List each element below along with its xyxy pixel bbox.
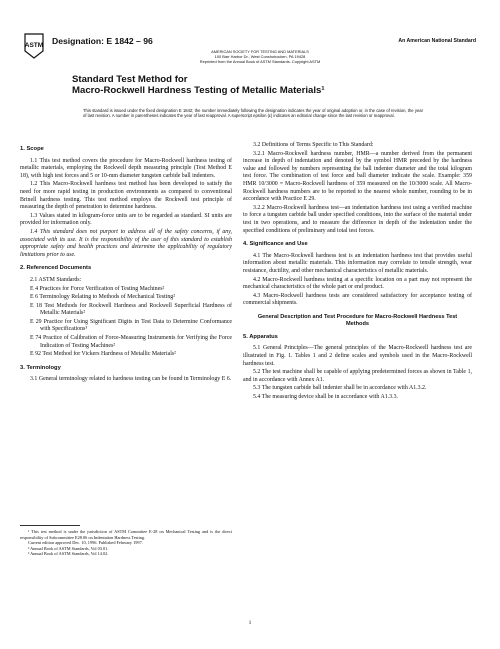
paragraph: 3.2 Definitions of Terms Specific to This Standard: — [253, 142, 374, 148]
publisher-block — [130, 50, 390, 65]
paragraph: 3.1 General terminology related to hardness testing can be found in Terminology E 6. — [30, 376, 232, 383]
publisher-line: Reprinted from the Annual Book of ASTM Standards. Copyright ASTM — [199, 58, 321, 64]
footnotes — [20, 529, 232, 557]
paragraph: 5.2 The test machine shall be capable of applying predetermined forces as shown in Table 1, and in accordance with Annex A1. — [243, 369, 472, 383]
footnote: ² Annual Book of ASTM Standards, Vol 03.01. — [28, 545, 109, 551]
general-description-heading: General Description and Test Procedure for Macro-Rockwell Hardness Test Methods — [257, 313, 458, 327]
footnote: ¹ This test method is under the jurisdiction of ASTM Committee E-28 on Mechanical Testing and is the direct responsibility of Subcommittee E28.06 on Indentation Hardness Testing. — [20, 529, 232, 540]
paragraph: 4.1 The Macro-Rockwell hardness test is an indentation hardness test that provides useful information about metallic materials. This information may correlate to tensile strength, wear resistance, ductility, and other mechanical characteristics of metallic materials. — [243, 252, 472, 274]
paragraph: 2.1 ASTM Standards: — [30, 276, 82, 283]
title-block — [72, 74, 325, 96]
standard-type: An American National Standard — [398, 38, 476, 44]
paragraph: 4.2 Macro-Rockwell hardness testing at a specific location on a part may not represent the mechanical characteristics of the whole part or end product. — [243, 276, 472, 291]
paragraph-safety: 1.4 This standard does not purport to address all of the safety concerns, if any, associated with its use. It is the responsibility of the user of this standard to establish appropriate safety and health practices and determine the applicability of regulatory limitations prior to use. — [20, 228, 232, 258]
paragraph: 3.2.2 Macro-Rockwell hardness test—an indentation hardness test using a verified machine to force a tungsten carbide ball under specified conditions, into the surface of the material under test in two operations, and to measure the difference in depth of the indentation under the specified conditions of preliminary and total test forces. — [243, 204, 472, 234]
section-heading-terminology: 3. Terminology — [20, 364, 61, 371]
footnote: Current edition approved Dec. 10, 1996. Published February 1997. — [28, 540, 143, 546]
reference-item: E 4 Practices for Force Verification of Testing Machines² — [30, 285, 165, 292]
paragraph: 1.1 This test method covers the procedure for Macro-Rockwell hardness testing of metallic materials, employing the Rockwell depth measuring principle (Test Method E 18), with high test forces and 5 or 10-mm diameter tungsten carbide ball indenters. — [20, 157, 232, 179]
svg-text:ASTM: ASTM — [24, 42, 44, 49]
reference-item: E 92 Test Method for Vickers Hardness of Metallic Materials² — [30, 351, 176, 358]
section-heading-scope: 1. Scope — [20, 146, 44, 152]
paragraph: 4.3 Macro-Rockwell hardness tests are considered satisfactory for acceptance testing of commercial shipments. — [243, 292, 472, 307]
publisher-line: 100 Barr Harbor Dr., West Conshohocken, PA 19428 — [214, 53, 306, 59]
title-line-1: Standard Test Method for — [72, 74, 188, 85]
paragraph: 5.1 General Principles—The general principles of the Macro-Rockwell hardness test are illustrated in Fig. 1. Tables 1 and 2 define scales and symbols used in the Macro-Rockwell hardness test. — [243, 345, 472, 367]
reference-item: E 6 Terminology Relating to Methods of Mechanical Testing² — [30, 294, 176, 301]
section-heading-apparatus: 5. Apparatus — [243, 333, 278, 340]
paragraph: 5.4 The measuring device shall be in accordance with A1.3.3. — [253, 394, 398, 401]
footnote: ³ Annual Book of ASTM Standards, Vol 14.02. — [28, 551, 109, 557]
reference-item: E 29 Practice for Using Significant Digits in Test Data to Determine Conformance with Specifications³ — [30, 318, 232, 333]
footnote-divider — [20, 525, 80, 526]
reference-item: E 18 Test Methods for Rockwell Hardness and Rockwell Superficial Hardness of Metallic Materials² — [30, 302, 232, 317]
right-column — [243, 142, 472, 403]
section-heading-references: 2. Referenced Documents — [20, 265, 92, 272]
section-heading-significance: 4. Significance and Use — [243, 241, 308, 248]
reference-list — [20, 286, 232, 359]
title-line-2: Macro-Rockwell Hardness Testing of Metallic Materials¹ — [72, 85, 325, 96]
paragraph: 1.3 Values stated in kilogram-force units are to be regarded as standard. SI units are provided for information only. — [20, 212, 232, 227]
paragraph: 3.2.1 Macro-Rockwell hardness number, HMR—a number derived from the permanent increase in depth of indentation and denoted by the symbol HMR preceded by the hardness value and followed by numbers representing the ball indenter diameter and the total kilogram test force. The combination of test force and ball diameter indicate the scale. Example: 359 HMR 10/3000 = Macro-Rockwell hardness of 359 measured on the 10/3000 scale. All Macro-Rockwell hardness numbers are to be reported to the nearest whole number, rounding to be in accordance with Practice E 29. — [243, 150, 472, 203]
left-column — [20, 140, 232, 385]
page-number: 1 — [248, 620, 252, 626]
reference-item: E 74 Practice of Calibration of Force-Measuring Instruments for Verifying the Force Indication of Testing Machines² — [30, 335, 232, 349]
astm-logo — [23, 33, 45, 59]
paragraph: 5.3 The tungsten carbide ball indenter shall be in accordance with A1.3.2. — [253, 385, 427, 392]
designation: Designation: E 1842 – 96 — [52, 36, 153, 46]
paragraph: 1.2 This Macro-Rockwell hardness test method has been developed to satisfy the need for more rapid testing in production environments as compared to conventional Brinell hardness testing. This test method employs the Rockwell test principle of measuring the depth of penetration to determine hardness. — [20, 181, 232, 211]
preamble: This standard is issued under the fixed designation E 1842; the number immediately following the designation indicates the year of original adoption or, in the case of revision, the year of last revision. A number in parentheses indicates the year of last reapproval. A superscript epsilon (ε) indicates an editorial change since the last revision or reapproval. — [83, 108, 423, 119]
publisher-line: AMERICAN SOCIETY FOR TESTING AND MATERIALS — [211, 49, 309, 54]
